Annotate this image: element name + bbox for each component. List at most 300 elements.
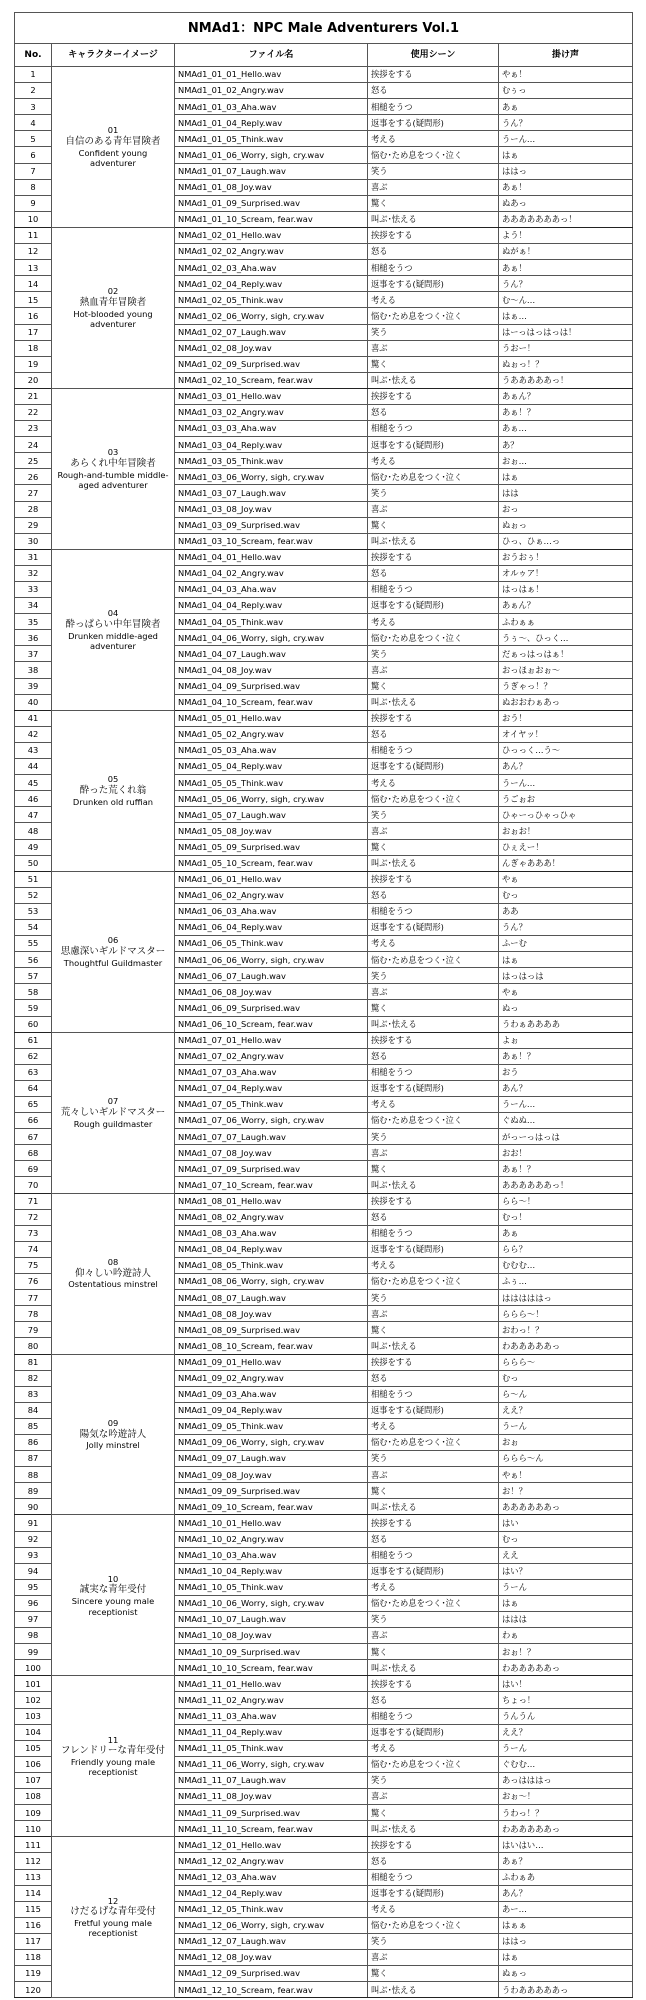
file-name: NMAd1_03_07_Laugh.wav: [175, 485, 368, 501]
file-name: NMAd1_12_08_Joy.wav: [175, 1949, 368, 1965]
row-number: 63: [15, 1064, 52, 1080]
file-name: NMAd1_08_01_Hello.wav: [175, 1193, 368, 1209]
character-cell: [52, 710, 175, 871]
row-number: 30: [15, 533, 52, 549]
file-name: NMAd1_07_06_Worry, sigh, cry.wav: [175, 1113, 368, 1129]
file-name: NMAd1_01_02_Angry.wav: [175, 83, 368, 99]
voice-line: ふぅ…: [499, 1274, 633, 1290]
voice-line: やぁ！: [499, 67, 633, 83]
voice-line: おぉ…: [499, 453, 633, 469]
voice-line: ひぇえー！: [499, 839, 633, 855]
file-name: NMAd1_05_10_Scream, fear.wav: [175, 855, 368, 871]
usage-scene: 返事をする(疑問形): [368, 1885, 499, 1901]
usage-scene: 挨拶をする: [368, 1193, 499, 1209]
voice-line: はぁ: [499, 952, 633, 968]
character-id: 02: [107, 286, 119, 297]
usage-scene: 挨拶をする: [368, 388, 499, 404]
voice-line: ふわぁぁ: [499, 614, 633, 630]
row-number: 22: [15, 404, 52, 420]
usage-scene: 相槌をうつ: [368, 1708, 499, 1724]
character-name-jp: 熱血青年冒険者: [79, 296, 147, 308]
usage-scene: 悩む･ため息をつく･泣く: [368, 147, 499, 163]
file-name: NMAd1_03_09_Surprised.wav: [175, 517, 368, 533]
file-name: NMAd1_10_06_Worry, sigh, cry.wav: [175, 1595, 368, 1611]
character-cell: [52, 871, 175, 1032]
usage-scene: 返事をする(疑問形): [368, 1563, 499, 1579]
file-name: NMAd1_02_06_Worry, sigh, cry.wav: [175, 308, 368, 324]
voice-line: あぁ: [499, 1225, 633, 1241]
row-number: 6: [15, 147, 52, 163]
usage-scene: 怒る: [368, 404, 499, 420]
file-name: NMAd1_01_10_Scream, fear.wav: [175, 211, 368, 227]
character-cell: [52, 549, 175, 710]
usage-scene: 返事をする(疑問形): [368, 276, 499, 292]
row-number: 109: [15, 1805, 52, 1821]
voice-line: うごぉお: [499, 791, 633, 807]
voice-line: だぁっはっはぁ！: [499, 646, 633, 662]
usage-scene: 怒る: [368, 1370, 499, 1386]
file-name: NMAd1_09_01_Hello.wav: [175, 1354, 368, 1370]
file-name: NMAd1_05_06_Worry, sigh, cry.wav: [175, 791, 368, 807]
file-name: NMAd1_12_04_Reply.wav: [175, 1885, 368, 1901]
file-name: NMAd1_08_02_Angry.wav: [175, 1209, 368, 1225]
row-number: 82: [15, 1370, 52, 1386]
file-name: NMAd1_11_10_Scream, fear.wav: [175, 1821, 368, 1837]
file-name: NMAd1_06_07_Laugh.wav: [175, 968, 368, 984]
file-name: NMAd1_01_07_Laugh.wav: [175, 163, 368, 179]
usage-scene: 喜ぶ: [368, 1306, 499, 1322]
row-number: 18: [15, 340, 52, 356]
usage-scene: 叫ぶ･怯える: [368, 1338, 499, 1354]
row-number: 58: [15, 984, 52, 1000]
row-number: 93: [15, 1547, 52, 1563]
voice-line: オルゥア！: [499, 565, 633, 581]
voice-line: あん？: [499, 1885, 633, 1901]
character-id: 05: [107, 774, 119, 785]
character-name-en: Hot-blooded young adventurer: [73, 308, 153, 330]
voice-line: ぬぉっ: [499, 517, 633, 533]
row-number: 19: [15, 356, 52, 372]
row-number: 111: [15, 1837, 52, 1853]
row-number: 60: [15, 1016, 52, 1032]
character-name-jp: 自信のある青年冒険者: [65, 135, 161, 147]
character-id: 08: [107, 1257, 119, 1268]
file-name: NMAd1_10_05_Think.wav: [175, 1579, 368, 1595]
usage-scene: 返事をする(疑問形): [368, 115, 499, 131]
character-cell: [52, 388, 175, 549]
row-number: 32: [15, 565, 52, 581]
voice-line: はぁ: [499, 469, 633, 485]
character-name-en: Drunken old ruffian: [72, 796, 154, 807]
row-number: 108: [15, 1789, 52, 1805]
voice-line: あぁ…: [499, 421, 633, 437]
row-number: 64: [15, 1080, 52, 1096]
row-number: 78: [15, 1306, 52, 1322]
file-name: NMAd1_10_04_Reply.wav: [175, 1563, 368, 1579]
file-name: NMAd1_04_04_Reply.wav: [175, 598, 368, 614]
file-name: NMAd1_04_07_Laugh.wav: [175, 646, 368, 662]
usage-scene: 驚く: [368, 517, 499, 533]
voice-line: はぁぁ: [499, 1917, 633, 1933]
voice-line: あぁ！: [499, 260, 633, 276]
voice-line: うあああああっ！: [499, 372, 633, 388]
usage-scene: 挨拶をする: [368, 1032, 499, 1048]
voice-line: ああああああっ: [499, 1499, 633, 1515]
voice-line: むむむ…: [499, 1257, 633, 1273]
row-number: 29: [15, 517, 52, 533]
voice-line: やぁ！: [499, 1467, 633, 1483]
voice-line: うーん: [499, 1418, 633, 1434]
voice-line: はい！: [499, 1676, 633, 1692]
row-number: 17: [15, 324, 52, 340]
voice-line: むっ！: [499, 1209, 633, 1225]
voice-line: むぅっ: [499, 83, 633, 99]
usage-scene: 笑う: [368, 485, 499, 501]
row-number: 119: [15, 1966, 52, 1982]
voice-line: ああ: [499, 903, 633, 919]
row-number: 81: [15, 1354, 52, 1370]
file-name: NMAd1_07_03_Aha.wav: [175, 1064, 368, 1080]
row-number: 90: [15, 1499, 52, 1515]
row-number: 117: [15, 1933, 52, 1949]
character-name-jp: 思慮深いギルドマスター: [60, 945, 166, 957]
row-number: 3: [15, 99, 52, 115]
table-row: [15, 1676, 633, 1692]
voice-line: わあああああっ: [499, 1660, 633, 1676]
voice-line: ららら～ん: [499, 1451, 633, 1467]
usage-scene: 相槌をうつ: [368, 1547, 499, 1563]
character-cell: [52, 1515, 175, 1676]
header-no: No.: [15, 44, 52, 67]
character-name-jp: 荒々しいギルドマスター: [60, 1106, 166, 1118]
header-scene: 使用シーン: [368, 44, 499, 67]
row-number: 91: [15, 1515, 52, 1531]
character-name-en: Drunken middle-aged adventurer: [68, 630, 158, 651]
character-id: 07: [107, 1096, 119, 1107]
file-name: NMAd1_07_08_Joy.wav: [175, 1145, 368, 1161]
usage-scene: 叫ぶ･怯える: [368, 533, 499, 549]
character-name-en: Thoughtful Guildmaster: [63, 957, 163, 968]
voice-line: あぁ: [499, 99, 633, 115]
voice-line: ええ？: [499, 1402, 633, 1418]
usage-scene: 返事をする(疑問形): [368, 1080, 499, 1096]
voice-table: [14, 12, 633, 1998]
row-number: 5: [15, 131, 52, 147]
file-name: NMAd1_06_06_Worry, sigh, cry.wav: [175, 952, 368, 968]
usage-scene: 笑う: [368, 1772, 499, 1788]
row-number: 14: [15, 276, 52, 292]
usage-scene: 喜ぶ: [368, 1949, 499, 1965]
usage-scene: 悩む･ため息をつく･泣く: [368, 952, 499, 968]
file-name: NMAd1_08_09_Surprised.wav: [175, 1322, 368, 1338]
usage-scene: 悩む･ため息をつく･泣く: [368, 1434, 499, 1450]
voice-line: むっ: [499, 887, 633, 903]
file-name: NMAd1_07_05_Think.wav: [175, 1097, 368, 1113]
usage-scene: 考える: [368, 1740, 499, 1756]
usage-scene: 相槌をうつ: [368, 99, 499, 115]
voice-line: ぬぉっ！？: [499, 356, 633, 372]
table-row: [15, 1837, 633, 1853]
voice-line: うーん: [499, 1579, 633, 1595]
file-name: NMAd1_05_01_Hello.wav: [175, 710, 368, 726]
usage-scene: 怒る: [368, 244, 499, 260]
file-name: NMAd1_11_03_Aha.wav: [175, 1708, 368, 1724]
voice-line: よぉ: [499, 1032, 633, 1048]
file-name: NMAd1_09_09_Surprised.wav: [175, 1483, 368, 1499]
voice-line: はぁ: [499, 1949, 633, 1965]
usage-scene: 喜ぶ: [368, 1467, 499, 1483]
usage-scene: 叫ぶ･怯える: [368, 1821, 499, 1837]
file-name: NMAd1_04_08_Joy.wav: [175, 662, 368, 678]
usage-scene: 考える: [368, 292, 499, 308]
file-name: NMAd1_10_08_Joy.wav: [175, 1628, 368, 1644]
voice-line: ええ: [499, 1547, 633, 1563]
voice-line: うおー！: [499, 340, 633, 356]
row-number: 52: [15, 887, 52, 903]
usage-scene: 怒る: [368, 1692, 499, 1708]
file-name: NMAd1_07_07_Laugh.wav: [175, 1129, 368, 1145]
row-number: 40: [15, 694, 52, 710]
voice-line: はーっはっはっは！: [499, 324, 633, 340]
voice-line: おぉお！: [499, 823, 633, 839]
row-number: 35: [15, 614, 52, 630]
row-number: 31: [15, 549, 52, 565]
character-name-en: Confident young adventurer: [78, 147, 148, 169]
voice-line: む～ん…: [499, 292, 633, 308]
file-name: NMAd1_07_09_Surprised.wav: [175, 1161, 368, 1177]
table-row: [15, 549, 633, 565]
voice-line: ららら～: [499, 1354, 633, 1370]
file-name: NMAd1_09_10_Scream, fear.wav: [175, 1499, 368, 1515]
usage-scene: 驚く: [368, 1483, 499, 1499]
voice-line: あぁ！？: [499, 1161, 633, 1177]
usage-scene: 怒る: [368, 565, 499, 581]
row-number: 44: [15, 759, 52, 775]
usage-scene: 驚く: [368, 1966, 499, 1982]
character-name-en: Jolly minstrel: [86, 1440, 140, 1451]
row-number: 86: [15, 1434, 52, 1450]
usage-scene: 挨拶をする: [368, 710, 499, 726]
voice-line: ひっっく…う～: [499, 742, 633, 758]
file-name: NMAd1_09_07_Laugh.wav: [175, 1451, 368, 1467]
usage-scene: 相槌をうつ: [368, 903, 499, 919]
usage-scene: 喜ぶ: [368, 501, 499, 517]
character-name-en: Sincere young male receptionist: [71, 1596, 155, 1617]
file-name: NMAd1_02_04_Reply.wav: [175, 276, 368, 292]
row-number: 120: [15, 1982, 52, 1998]
voice-line: はいはい…: [499, 1837, 633, 1853]
row-number: 104: [15, 1724, 52, 1740]
file-name: NMAd1_09_06_Worry, sigh, cry.wav: [175, 1434, 368, 1450]
file-name: NMAd1_08_03_Aha.wav: [175, 1225, 368, 1241]
usage-scene: 叫ぶ･怯える: [368, 1016, 499, 1032]
row-number: 116: [15, 1917, 52, 1933]
usage-scene: 返事をする(疑問形): [368, 437, 499, 453]
table-row: [15, 1193, 633, 1209]
character-cell: [52, 1676, 175, 1837]
usage-scene: 考える: [368, 1418, 499, 1434]
file-name: NMAd1_06_05_Think.wav: [175, 936, 368, 952]
file-name: NMAd1_09_08_Joy.wav: [175, 1467, 368, 1483]
file-name: NMAd1_02_09_Surprised.wav: [175, 356, 368, 372]
usage-scene: 考える: [368, 1257, 499, 1273]
usage-scene: 挨拶をする: [368, 1676, 499, 1692]
header-character: キャラクターイメージ: [52, 44, 175, 67]
row-number: 36: [15, 630, 52, 646]
row-number: 1: [15, 67, 52, 83]
file-name: NMAd1_09_05_Think.wav: [175, 1418, 368, 1434]
usage-scene: 驚く: [368, 1161, 499, 1177]
row-number: 84: [15, 1402, 52, 1418]
voice-line: おう: [499, 1064, 633, 1080]
file-name: NMAd1_06_08_Joy.wav: [175, 984, 368, 1000]
row-number: 94: [15, 1563, 52, 1579]
table-row: [15, 67, 633, 83]
character-name-en: Fretful young male receptionist: [74, 1918, 152, 1939]
voice-line: わあああああっ: [499, 1821, 633, 1837]
row-number: 75: [15, 1257, 52, 1273]
voice-line: うわあああああっ: [499, 1982, 633, 1998]
usage-scene: 喜ぶ: [368, 1145, 499, 1161]
usage-scene: 叫ぶ･怯える: [368, 694, 499, 710]
voice-line: あぁ！: [499, 179, 633, 195]
voice-line: はぁ: [499, 147, 633, 163]
file-name: NMAd1_03_02_Angry.wav: [175, 404, 368, 420]
character-name-jp: 酔っぱらい中年冒険者: [65, 618, 161, 630]
usage-scene: 悩む･ため息をつく･泣く: [368, 1917, 499, 1933]
table-row: [15, 1354, 633, 1370]
row-number: 51: [15, 871, 52, 887]
row-number: 70: [15, 1177, 52, 1193]
file-name: NMAd1_10_01_Hello.wav: [175, 1515, 368, 1531]
voice-line: わあああああっ: [499, 1338, 633, 1354]
row-number: 83: [15, 1386, 52, 1402]
usage-scene: 相槌をうつ: [368, 421, 499, 437]
file-name: NMAd1_02_05_Think.wav: [175, 292, 368, 308]
usage-scene: 挨拶をする: [368, 1515, 499, 1531]
file-name: NMAd1_09_03_Aha.wav: [175, 1386, 368, 1402]
file-name: NMAd1_04_01_Hello.wav: [175, 549, 368, 565]
file-name: NMAd1_01_01_Hello.wav: [175, 67, 368, 83]
row-number: 92: [15, 1531, 52, 1547]
voice-line: わぁ: [499, 1628, 633, 1644]
table-row: [15, 710, 633, 726]
file-name: NMAd1_11_08_Joy.wav: [175, 1789, 368, 1805]
file-name: NMAd1_06_10_Scream, fear.wav: [175, 1016, 368, 1032]
file-name: NMAd1_10_10_Scream, fear.wav: [175, 1660, 368, 1676]
file-name: NMAd1_11_09_Surprised.wav: [175, 1805, 368, 1821]
voice-line: あ？: [499, 437, 633, 453]
voice-line: はい？: [499, 1563, 633, 1579]
row-number: 20: [15, 372, 52, 388]
row-number: 113: [15, 1869, 52, 1885]
file-name: NMAd1_07_01_Hello.wav: [175, 1032, 368, 1048]
row-number: 102: [15, 1692, 52, 1708]
voice-line: あん？: [499, 759, 633, 775]
usage-scene: 返事をする(疑問形): [368, 759, 499, 775]
character-name-en: Rough guildmaster: [73, 1118, 153, 1129]
page-title: NMAd1：NPC Male Adventurers Vol.1: [15, 13, 633, 44]
row-number: 105: [15, 1740, 52, 1756]
usage-scene: 驚く: [368, 678, 499, 694]
file-name: NMAd1_12_06_Worry, sigh, cry.wav: [175, 1917, 368, 1933]
usage-scene: 喜ぶ: [368, 1789, 499, 1805]
row-number: 69: [15, 1161, 52, 1177]
row-number: 65: [15, 1097, 52, 1113]
row-number: 56: [15, 952, 52, 968]
usage-scene: 悩む･ため息をつく･泣く: [368, 1595, 499, 1611]
voice-line: やぁ: [499, 984, 633, 1000]
row-number: 9: [15, 195, 52, 211]
character-id: 10: [107, 1573, 119, 1584]
voice-line: ははっ: [499, 163, 633, 179]
usage-scene: 笑う: [368, 968, 499, 984]
voice-line: あああああああっ！: [499, 211, 633, 227]
usage-scene: 相槌をうつ: [368, 582, 499, 598]
file-name: NMAd1_05_02_Angry.wav: [175, 726, 368, 742]
usage-scene: 挨拶をする: [368, 1354, 499, 1370]
file-name: NMAd1_07_10_Scream, fear.wav: [175, 1177, 368, 1193]
row-number: 39: [15, 678, 52, 694]
file-name: NMAd1_01_08_Joy.wav: [175, 179, 368, 195]
voice-line: うん？: [499, 115, 633, 131]
usage-scene: 怒る: [368, 887, 499, 903]
usage-scene: 相槌をうつ: [368, 1869, 499, 1885]
file-name: NMAd1_03_01_Hello.wav: [175, 388, 368, 404]
usage-scene: 叫ぶ･怯える: [368, 211, 499, 227]
voice-line: おお！: [499, 1145, 633, 1161]
row-number: 95: [15, 1579, 52, 1595]
row-number: 114: [15, 1885, 52, 1901]
file-name: NMAd1_02_01_Hello.wav: [175, 227, 368, 243]
file-name: NMAd1_03_06_Worry, sigh, cry.wav: [175, 469, 368, 485]
row-number: 85: [15, 1418, 52, 1434]
file-name: NMAd1_08_08_Joy.wav: [175, 1306, 368, 1322]
voice-line: おうおぅ！: [499, 549, 633, 565]
file-name: NMAd1_06_03_Aha.wav: [175, 903, 368, 919]
file-name: NMAd1_03_04_Reply.wav: [175, 437, 368, 453]
voice-line: うん？: [499, 919, 633, 935]
usage-scene: 悩む･ため息をつく･泣く: [368, 1756, 499, 1772]
usage-scene: 考える: [368, 775, 499, 791]
file-name: NMAd1_05_08_Joy.wav: [175, 823, 368, 839]
file-name: NMAd1_08_04_Reply.wav: [175, 1241, 368, 1257]
character-id: 01: [107, 125, 119, 136]
voice-line: はは: [499, 485, 633, 501]
file-name: NMAd1_12_09_Surprised.wav: [175, 1966, 368, 1982]
row-number: 80: [15, 1338, 52, 1354]
character-id: 11: [107, 1734, 119, 1745]
row-number: 112: [15, 1853, 52, 1869]
row-number: 25: [15, 453, 52, 469]
usage-scene: 悩む･ため息をつく･泣く: [368, 308, 499, 324]
file-name: NMAd1_04_05_Think.wav: [175, 614, 368, 630]
usage-scene: 喜ぶ: [368, 179, 499, 195]
voice-line: あぁ！？: [499, 404, 633, 420]
file-name: NMAd1_06_01_Hello.wav: [175, 871, 368, 887]
character-name-jp: けだるげな青年受付: [70, 1906, 156, 1918]
row-number: 59: [15, 1000, 52, 1016]
voice-line: ぬあっ: [499, 195, 633, 211]
usage-scene: 悩む･ため息をつく･泣く: [368, 630, 499, 646]
voice-line: あぁん？: [499, 388, 633, 404]
usage-scene: 悩む･ため息をつく･泣く: [368, 1113, 499, 1129]
row-number: 79: [15, 1322, 52, 1338]
voice-line: オイヤッ！: [499, 726, 633, 742]
file-name: NMAd1_04_06_Worry, sigh, cry.wav: [175, 630, 368, 646]
usage-scene: 考える: [368, 1579, 499, 1595]
usage-scene: 驚く: [368, 356, 499, 372]
